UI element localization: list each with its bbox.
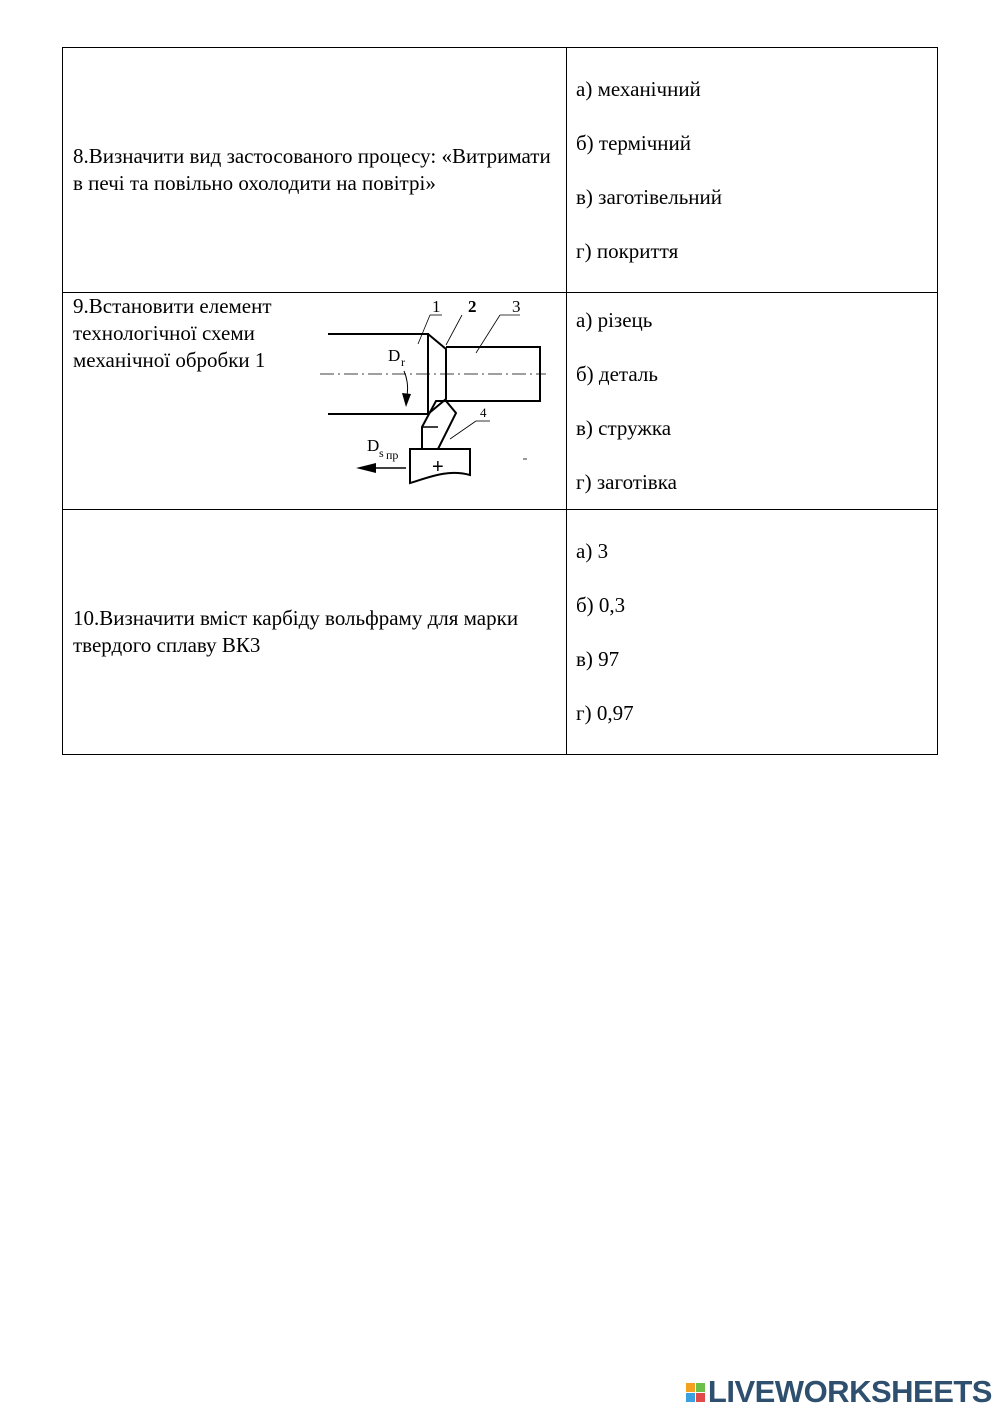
logo-square-4 <box>696 1393 705 1402</box>
label-2: 2 <box>468 297 477 316</box>
question-9-prompt: 9.Встановити елемент технологічної схеми механічної обробки 1 <box>73 294 272 372</box>
brand-name: LIVEWORKSHEETS <box>707 1374 992 1409</box>
option-10-c[interactable]: в) 97 <box>576 647 620 671</box>
option-9-c[interactable]: в) стружка <box>576 416 672 440</box>
logo-square-2 <box>696 1383 705 1392</box>
label-3: 3 <box>512 297 521 316</box>
label-1: 1 <box>432 297 441 316</box>
option-8-d[interactable]: г) покриття <box>576 239 679 263</box>
feed-arrow-head <box>356 463 376 473</box>
logo-square-3 <box>686 1393 695 1402</box>
answers-10-cell <box>567 510 938 755</box>
rotation-arrow-head <box>402 393 411 407</box>
question-row-8 <box>63 48 938 293</box>
question-10-cell <box>63 510 567 755</box>
machining-diagram <box>318 297 548 497</box>
feed-sub: s <box>379 446 384 460</box>
option-10-b[interactable]: б) 0,3 <box>576 593 626 617</box>
plus-mark: + <box>432 456 444 478</box>
answers-8-cell <box>567 48 938 293</box>
label-4: 4 <box>480 405 487 420</box>
question-8-prompt: 8.Визначити вид застосованого процесу: «Витримати в печі та повільно охолодити на повітрі» <box>73 144 551 195</box>
question-9-cell <box>63 293 567 510</box>
question-row-10 <box>63 510 938 755</box>
quiz-table <box>62 47 938 755</box>
option-8-b[interactable]: б) термічний <box>576 131 692 155</box>
option-9-a[interactable]: а) різець <box>576 308 653 332</box>
rotation-label: D <box>388 346 401 365</box>
option-8-c[interactable]: в) заготівельний <box>576 185 722 209</box>
option-9-d[interactable]: г) заготівка <box>576 470 677 494</box>
question-row-9 <box>63 293 938 510</box>
question-8-cell <box>63 48 567 293</box>
feed-label: D <box>367 436 380 455</box>
option-10-d[interactable]: г) 0,97 <box>576 701 634 725</box>
option-10-a[interactable]: а) 3 <box>576 539 609 563</box>
brand-watermark <box>686 1373 992 1411</box>
option-8-a[interactable]: а) механічний <box>576 77 701 101</box>
feed-sub2: пр <box>386 448 399 462</box>
logo-square-1 <box>686 1383 695 1392</box>
rotation-sub: r <box>401 355 405 369</box>
answers-9-cell <box>567 293 938 510</box>
question-10-prompt: 10.Визначити вміст карбіду вольфраму для марки твердого сплаву ВК3 <box>73 606 519 657</box>
brand-logo-icon <box>686 1383 705 1402</box>
option-9-b[interactable]: б) деталь <box>576 362 658 386</box>
